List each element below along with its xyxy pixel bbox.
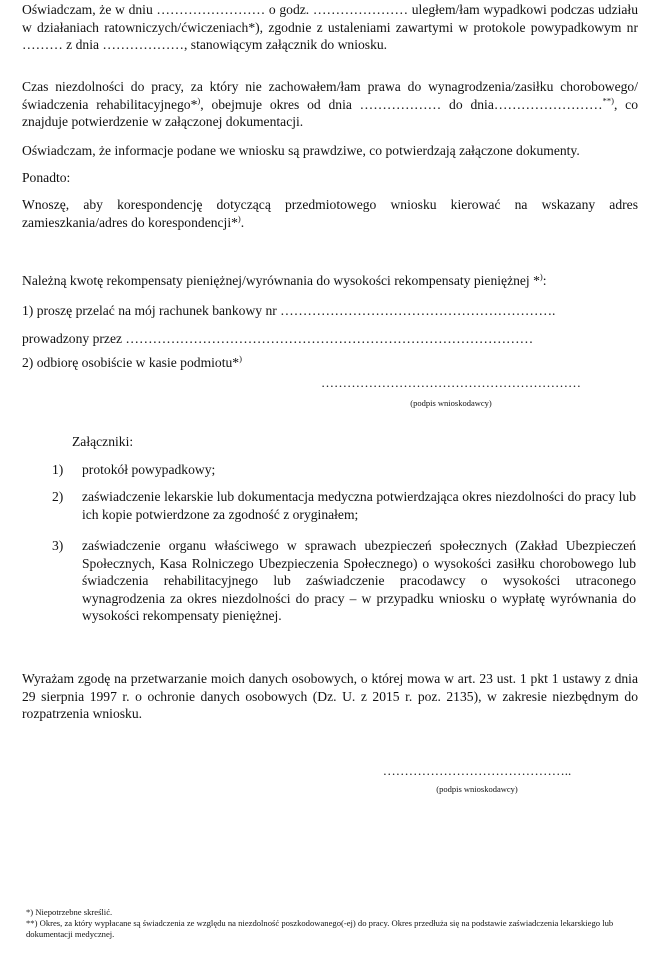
footnote-2 <box>26 918 638 940</box>
attachment-number: 1) <box>52 462 64 477</box>
payment-method-heading <box>22 272 638 290</box>
footnote-ref: ) <box>237 212 241 223</box>
incapacity-text-3: , co znajduje potwierdzenie w załączonej dokumentacji. <box>22 96 638 129</box>
incapacity-text-2: , obejmuje okres od dnia ……………… do dnia…………………… <box>200 96 603 112</box>
cash-pickup-text: 2) odbiorę osobiście w kasie podmiotu* <box>22 355 240 370</box>
signature-caption-2: (podpis wnioskodawcy) <box>436 784 518 794</box>
statement-accident: Oświadczam, że w dniu …………………… o godz. ………………… uległem/łam wypadkowi podczas udziału w działaniach ratowniczych/ćwiczeniach*), zgodnie z ustaleniami zawartymi w protokole powypadkowym nr ……… z dnia ………………, stanowiącym załącznik do wniosku. <box>22 2 638 52</box>
statement-incapacity <box>22 78 638 131</box>
correspondence-request <box>22 196 638 231</box>
bank-transfer-option: 1) proszę przelać na mój rachunek bankowy nr ……………………………………………………. <box>22 303 556 318</box>
footnote-ref: ) <box>239 353 242 364</box>
footnote-ref-2: **) <box>602 94 614 105</box>
signature-line-2: …………………………………….. <box>382 763 572 778</box>
attachment-text: protokół powypadkowy; <box>82 462 216 477</box>
cash-pickup-option <box>22 354 638 372</box>
attachment-text: zaświadczenie lekarskie lub dokumentacja medyczna potwierdzająca okres niezdolności do pracy lub ich kopie potwierdzone za zgodność z oryginałem; <box>82 489 636 522</box>
signature-caption-1: (podpis wnioskodawcy) <box>410 398 492 408</box>
footnote-ref: ) <box>539 271 543 282</box>
payment-colon: : <box>542 273 547 288</box>
correspondence-end: . <box>240 214 245 230</box>
attachment-number: 2) <box>52 489 64 504</box>
statement-truth: Oświadczam, że informacje podane we wniosku są prawdziwe, co potwierdzają załączone dokumenty. <box>22 143 580 158</box>
incapacity-text-1: Czas niezdolności do pracy, za który nie zachowałem/łam prawa do wynagrodzenia/zasiłku chorobowego/świadczenia rehabilitacyjnego* <box>22 79 638 112</box>
signature-line-1: …………………………………………………… <box>321 375 581 390</box>
attachment-text: zaświadczenie organu właściwego w sprawach ubezpieczeń społecznych (Zakład Ubezpieczeń Społecznych, Kasa Rolniczego Ubezpieczenia Społecznego) o wysokości zasiłku chorobowego lub świadczenia rehabilitacyjnego lub zaświadczenie pracodawcy o wysokości utraconego wynagrodzenia za okres niezdolności do pracy – w przypadku wniosku o wypłatę wyrównania do wysokości rekompensaty pieniężnej. <box>82 538 636 623</box>
furthermore-label: Ponadto: <box>22 170 71 185</box>
payment-text: Należną kwotę rekompensaty pieniężnej/wyrównania do wysokości rekompensaty pieniężnej * <box>22 273 540 288</box>
correspondence-text: Wnoszę, aby korespondencję dotyczącą przedmiotowego wniosku kierować na wskazany adres zamieszkania/adres do korespondencji* <box>22 197 638 230</box>
footnote-mark: **) <box>26 918 38 928</box>
footnote-ref: ) <box>197 94 201 105</box>
footnote-text: Niepotrzebne skreślić. <box>33 907 113 917</box>
footnote-text: Okres, za który wypłacane są świadczenia ze względu na niezdolność poszkodowanego(-ej) do pracy. Okres przedłuża się na podstawie zaświadczenia lekarskiego lub dokumentacji medycznej. <box>26 918 614 939</box>
footnote-1 <box>26 907 638 918</box>
footnote-mark: *) <box>26 907 34 917</box>
attachments-label: Załączniki: <box>72 434 134 449</box>
bank-name-line: prowadzony przez ……………………………………………………………………………… <box>22 331 534 346</box>
attachment-number: 3) <box>52 538 64 553</box>
data-processing-consent: Wyrażam zgodę na przetwarzanie moich danych osobowych, o której mowa w art. 23 ust. 1 pkt 1 ustawy z dnia 29 sierpnia 1997 r. o ochronie danych osobowych (Dz. U. z 2015 r. poz. 2135), w zakresie niezbędnym do rozpatrzenia wniosku. <box>22 671 638 721</box>
